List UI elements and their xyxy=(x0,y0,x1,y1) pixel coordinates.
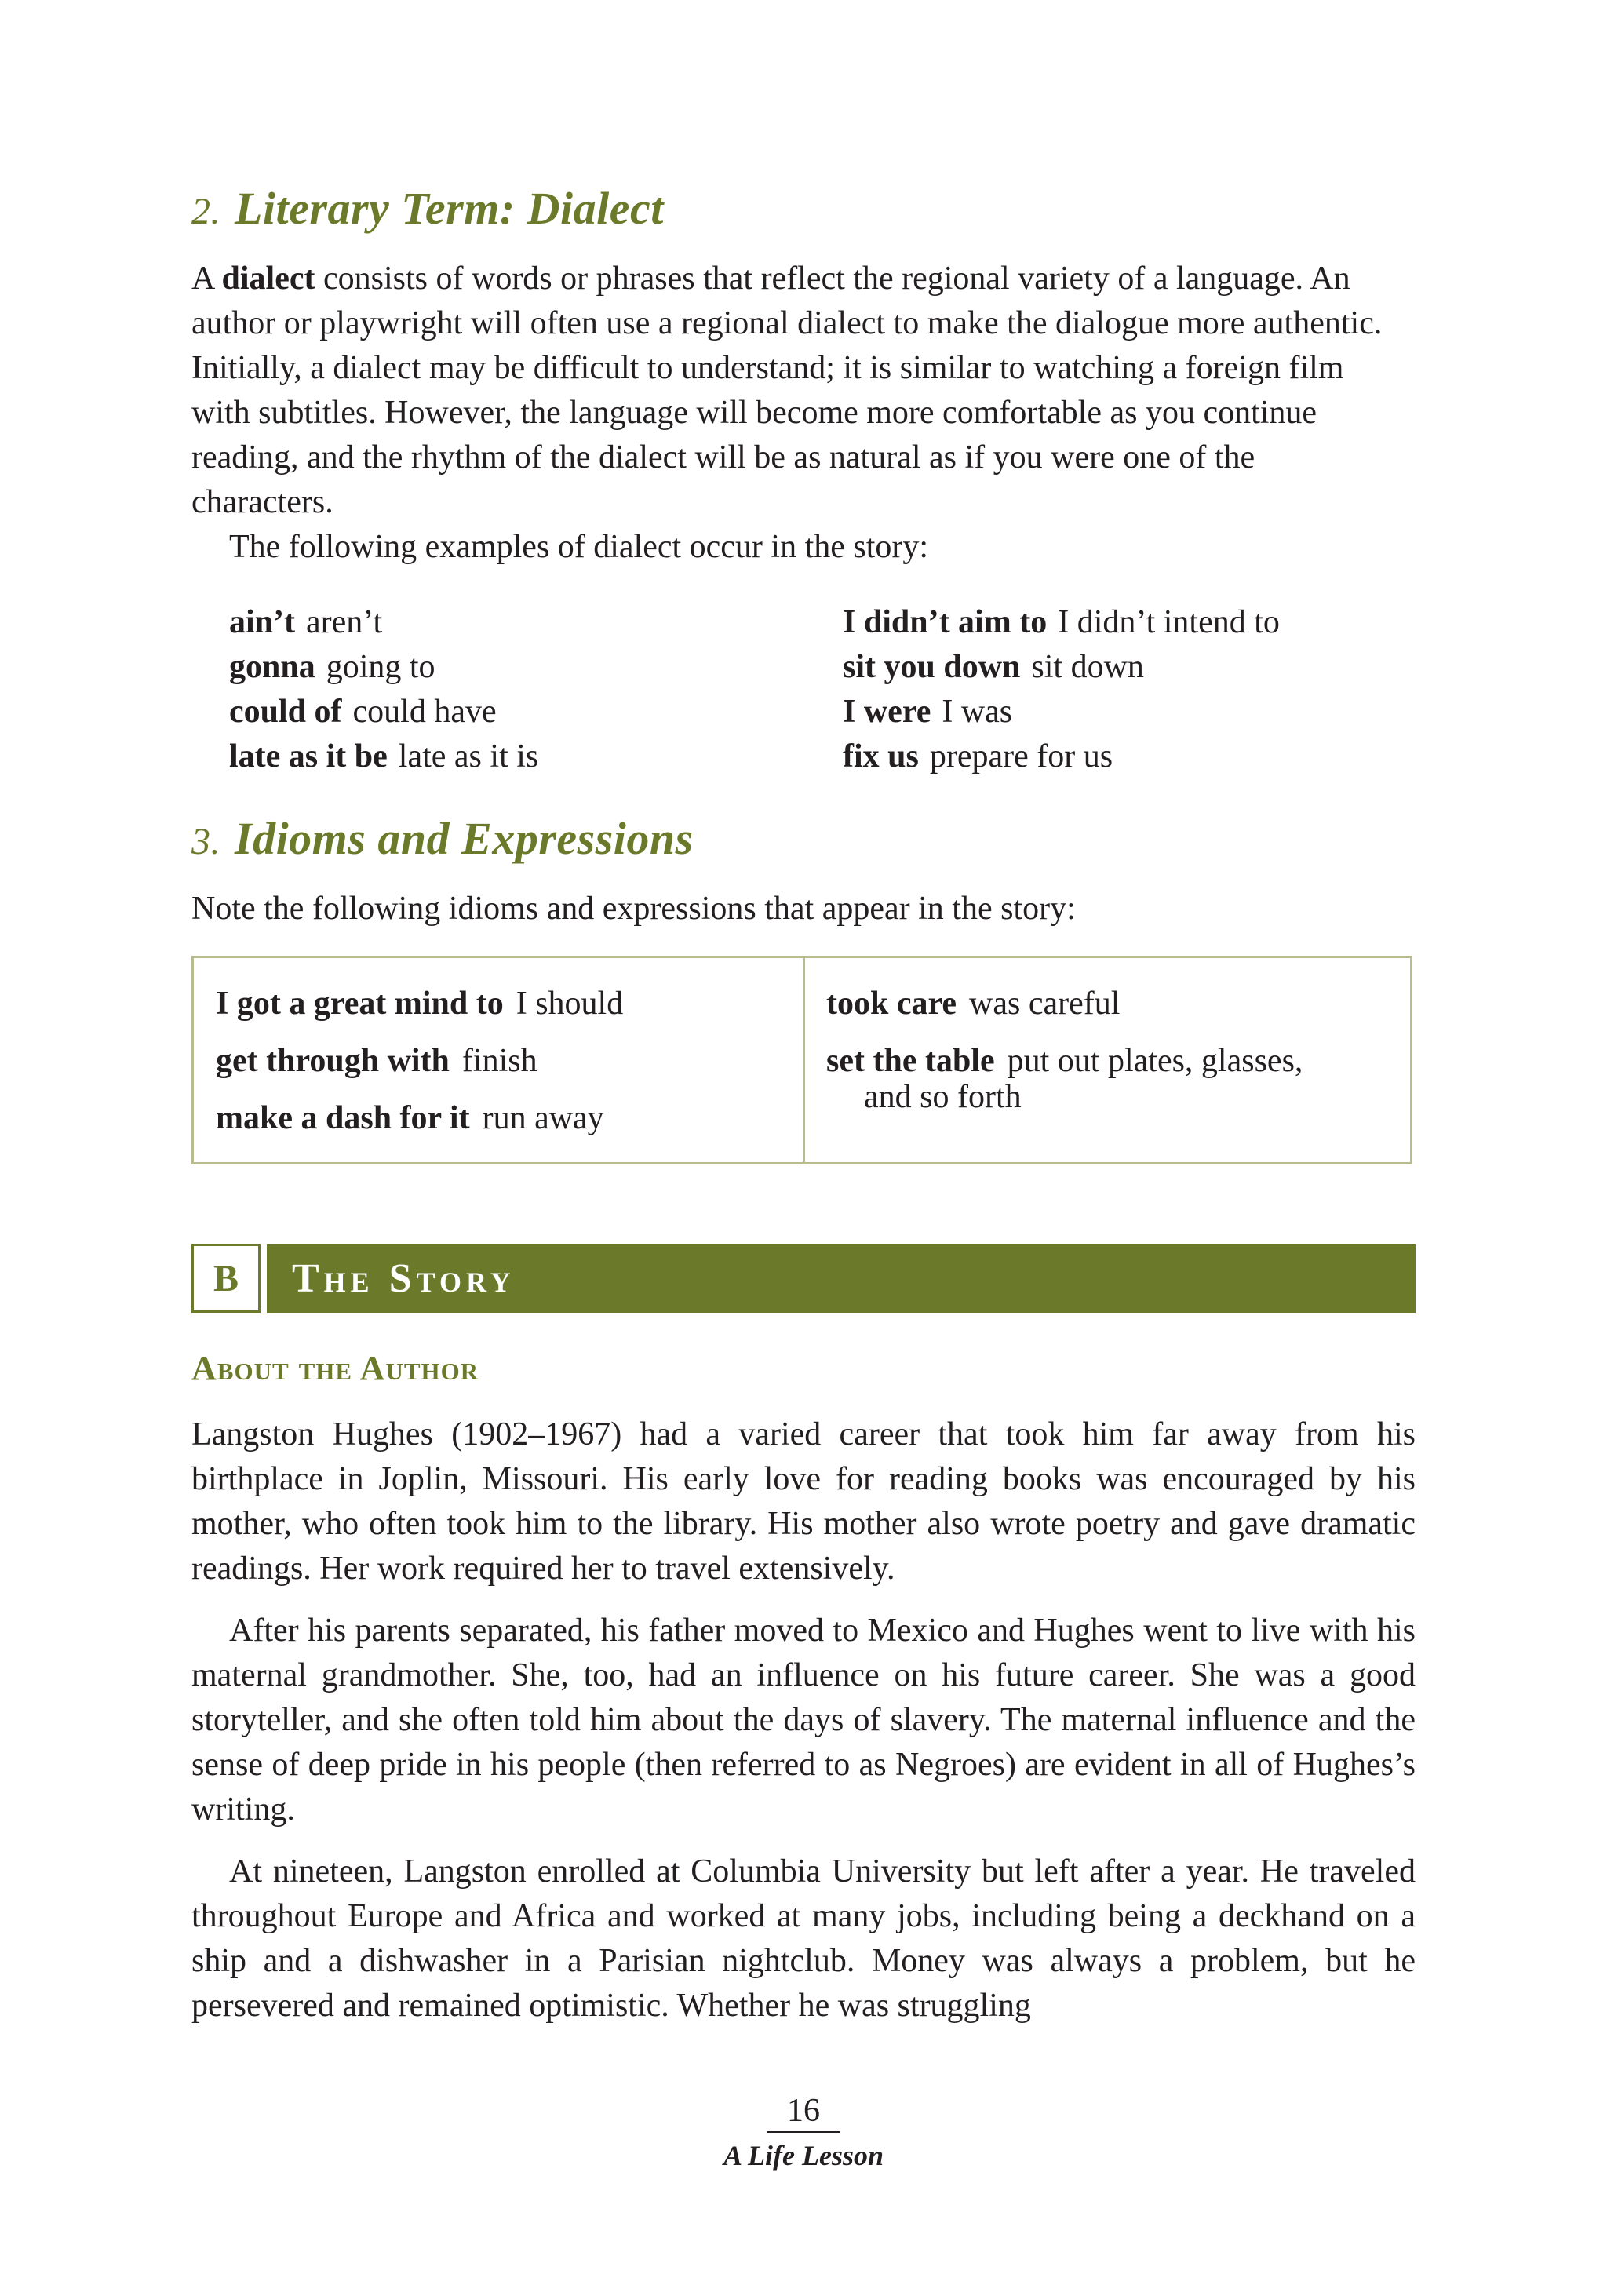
section-number: 3. xyxy=(191,821,220,862)
section-letter-badge: B xyxy=(191,1244,261,1313)
dialect-list-left xyxy=(229,600,538,779)
section-number: 2. xyxy=(191,191,220,232)
idioms-intro: Note the following idioms and expressions that appear in the story: xyxy=(191,891,1076,927)
section-heading-dialect xyxy=(191,182,664,235)
about-paragraph-2: After his parents separated, his father moved to Mexico and Hughes went to live with his maternal grandmother. She, too, had an influence on his future career. She was a good storyteller, and she often told him about the days of slavery. The maternal influence and the sense of deep pride in his people (then referred to as Negroes) are evident in all of Hughes’s writing. xyxy=(191,1613,1416,1828)
dialect-list-right xyxy=(843,600,1280,779)
dialect-item: could of could have xyxy=(229,694,497,730)
idiom-item: get through with finish xyxy=(216,1043,537,1079)
dialect-item: gonna going to xyxy=(229,649,435,685)
dialect-item: I were I was xyxy=(843,694,1013,730)
about-paragraph-1: Langston Hughes (1902–1967) had a varied career that took him far away from his birthplace in Joplin, Missouri. His early love for reading books was encouraged by his mother, who often took him to the library. His mother also wrote poetry and gave dramatic readings. Her work required her to travel extensively. xyxy=(191,1416,1416,1587)
story-section-title: The Story xyxy=(267,1244,1416,1313)
idiom-item: make a dash for it run away xyxy=(216,1100,604,1136)
footer-rule xyxy=(767,2131,840,2133)
idiom-continuation: and so forth xyxy=(864,1079,1022,1115)
dialect-item: late as it be late as it is xyxy=(229,738,539,774)
dialect-item: I didn’t aim to I didn’t intend to xyxy=(843,604,1280,640)
idioms-box-divider xyxy=(803,958,805,1162)
idiom-item: took care was careful xyxy=(826,986,1121,1022)
page-footer xyxy=(0,2094,1607,2172)
idioms-right-column xyxy=(826,975,1303,1117)
dialect-lead-in: The following examples of dialect occur in the story: xyxy=(229,529,929,565)
about-paragraph-3: At nineteen, Langston enrolled at Columbia University but left after a year. He traveled throughout Europe and Africa and worked at many jobs, including being a deckhand on a ship and a dishwasher in a Parisian nightclub. Money was always a problem, but he persevered and remained optimistic. Whether he was struggling xyxy=(191,1853,1416,2024)
section-heading-idioms xyxy=(191,812,694,865)
dialect-item: ain’t aren’t xyxy=(229,604,383,640)
dialect-item: fix us prepare for us xyxy=(843,738,1113,774)
page-number: 16 xyxy=(787,2093,820,2129)
idiom-item: I got a great mind to I should xyxy=(216,986,624,1022)
dialect-item: sit you down sit down xyxy=(843,649,1144,685)
idioms-box xyxy=(191,956,1412,1164)
running-footer-title: A Life Lesson xyxy=(723,2140,884,2171)
idioms-left-column xyxy=(216,975,623,1147)
dialect-definition: A dialect consists of words or phrases that reflect the regional variety of a language. An author or playwright will often use a regional dialect to make the dialogue more authentic. Initially, a dialect may be difficult to understand; it is similar to watching a foreign film with subtitles. However, the language will become more comfortable as you continue reading, and the rhythm of the dialect will be as natural as if you were one of the characters. xyxy=(191,261,1383,520)
dialect-term: dialect xyxy=(221,261,315,297)
section-title: Literary Term: Dialect xyxy=(235,183,664,234)
story-section-banner xyxy=(191,1244,1416,1313)
section-title: Idioms and Expressions xyxy=(235,813,694,864)
idiom-item: set the table put out plates, glasses, xyxy=(826,1043,1303,1079)
about-author-heading: About the Author xyxy=(191,1349,479,1387)
